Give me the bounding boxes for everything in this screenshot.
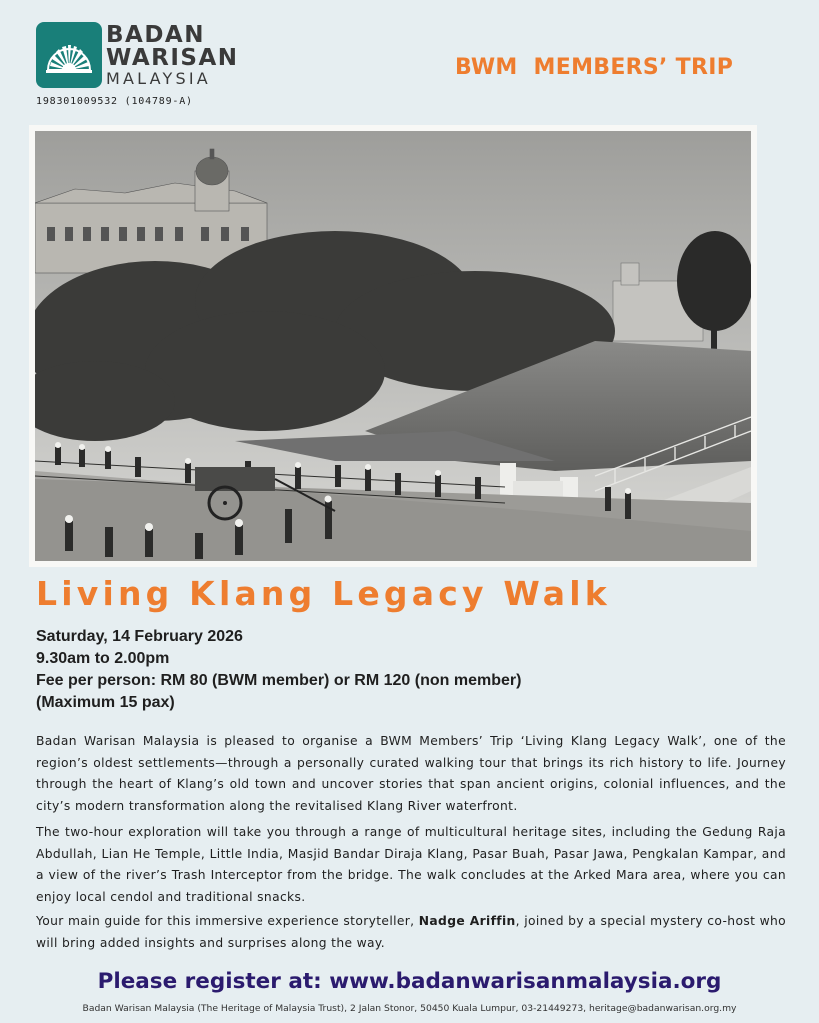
historic-photo-icon [35, 131, 751, 561]
event-title: Living Klang Legacy Walk [36, 574, 611, 613]
event-time: 9.30am to 2.00pm [36, 650, 170, 667]
register-link[interactable]: Please register at: www.badanwarisanmalaysia.org [97, 969, 722, 994]
fan-icon [36, 22, 102, 88]
event-details [36, 626, 521, 714]
guide-intro-text: Your main guide for this immersive experience storyteller, [36, 914, 419, 928]
guide-outro-text: , joined by a special mystery co-host who will bring added insights and surprises along the way. [36, 914, 786, 950]
logo-line-2: WARISAN [106, 45, 239, 71]
photo-frame [29, 125, 757, 567]
description-paragraph-3 [36, 911, 786, 954]
logo-line-1: BADAN [106, 22, 205, 48]
event-capacity: (Maximum 15 pax) [36, 694, 175, 711]
event-date: Saturday, 14 February 2026 [36, 628, 243, 645]
guide-name: Nadge Ariffin [418, 914, 516, 928]
organization-logo [36, 22, 239, 92]
event-fee: Fee per person: RM 80 (BWM member) or RM 120 (non member) [36, 672, 522, 689]
description-paragraph-1: Badan Warisan Malaysia is pleased to organise a BWM Members’ Trip ‘Living Klang Legacy Walk’, one of the region’s oldest settlements—through a personally curated walking tour that brings its rich history to life. Journey through the heart of Klang’s old town and uncover stories that span ancient origins, colonial influences, and the city’s modern transformation along the revitalised Klang River waterfront. [36, 734, 786, 814]
description-paragraph-2: The two-hour exploration will take you through a range of multicultural heritage sites, including the Gedung Raja Abdullah, Lian He Temple, Little India, Masjid Bandar Diraja Klang, Pasar Buah, Pasar Jawa, Pengkalan Kampar, and a view of the river’s Trash Interceptor from the bridge. The walk concludes at the Arked Mara area, where you can enjoy local cendol and traditional snacks. [36, 825, 786, 905]
members-trip-label: BWM MEMBERS’ TRIP [455, 55, 734, 80]
footer-contact: Badan Warisan Malaysia (The Heritage of Malaysia Trust), 2 Jalan Stonor, 50450 Kuala Lumpur, 03-21449273, heritage@badanwarisan.org.my [82, 1003, 737, 1014]
registration-number: 198301009532 (104789-A) [36, 96, 193, 107]
logo-line-3: MALAYSIA [106, 69, 211, 88]
